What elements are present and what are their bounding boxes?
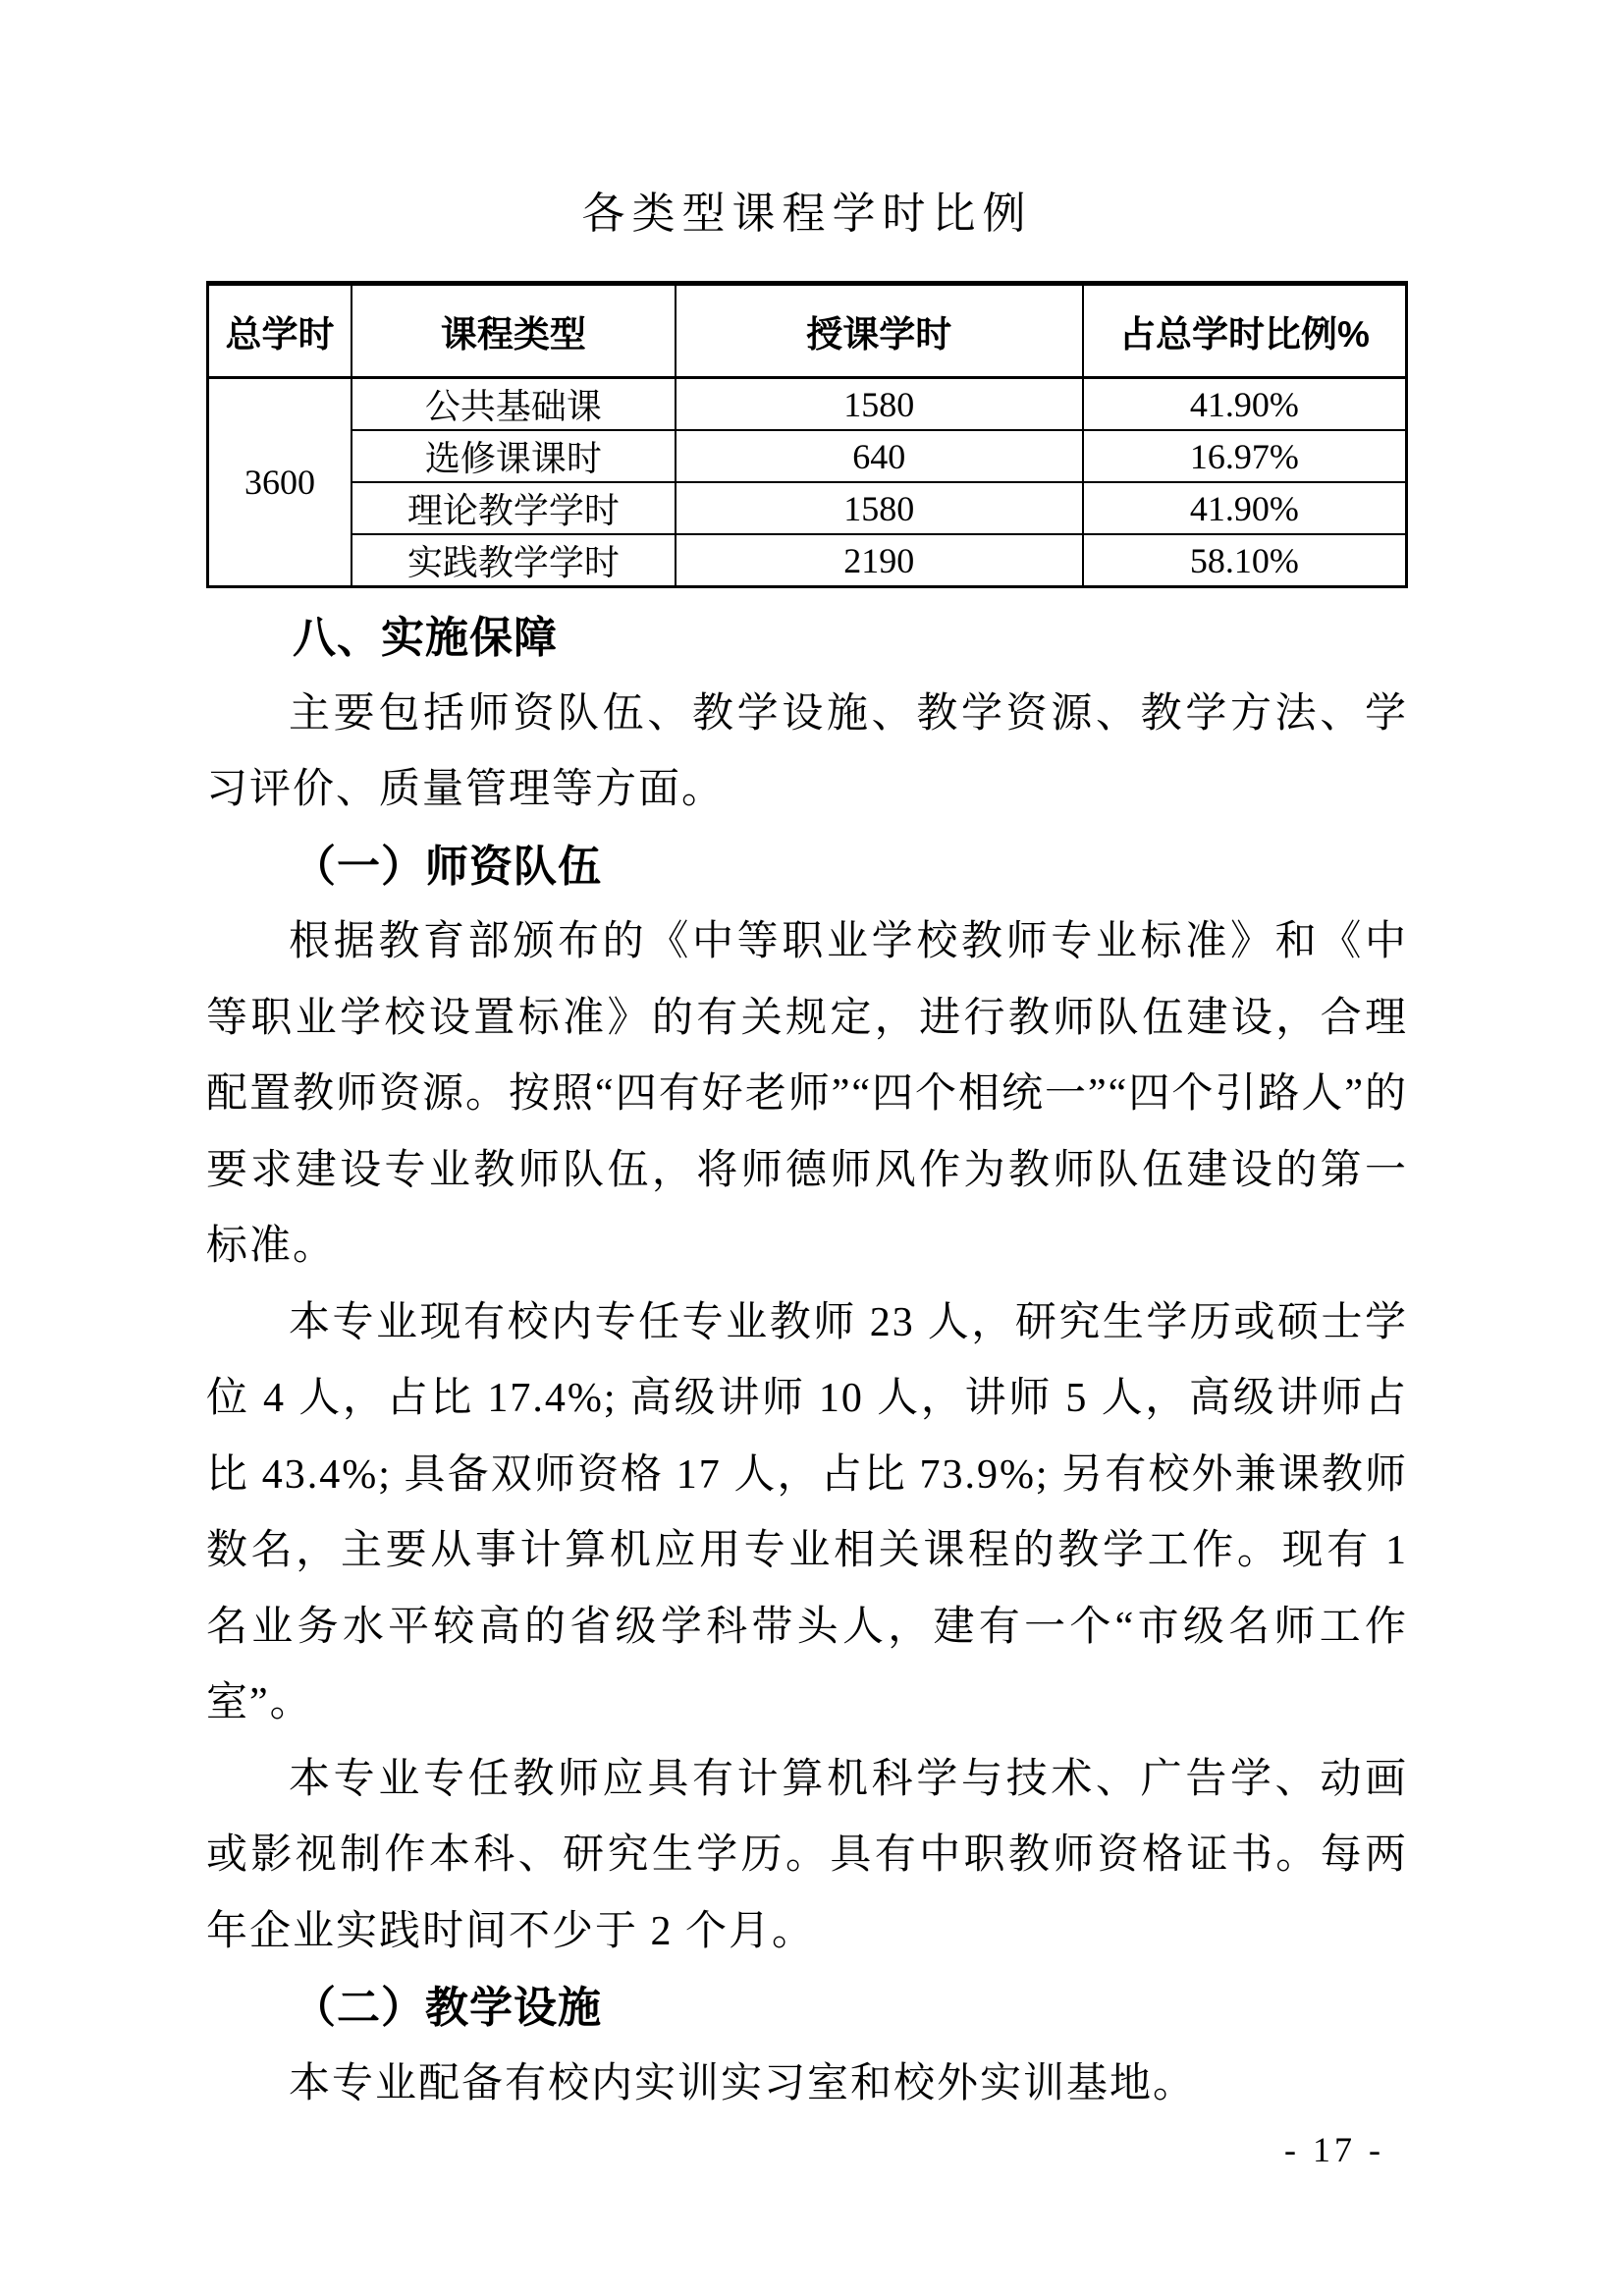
ratio-cell: 41.90% [1083,378,1407,431]
page-content [206,179,1408,2122]
paragraph-faculty-standards: 根据教育部颁布的《中等职业学校教师专业标准》和《中等职业学校设置标准》的有关规定，进行教师队伍建设，合理配置教师资源。按照“四有好老师”“四个相统一”“四个引路人”的要求建设专业教师队伍，将师德师风作为教师队伍建设的第一标准。 [206,919,1408,1269]
paragraph-faculty-requirements: 本专业专任教师应具有计算机科学与技术、广告学、动画或影视制作本科、研究生学历。具有中职教师资格证书。每两年企业实践时间不少于 2 个月。 [206,1756,1408,1954]
page-number: - 17 - [1284,2130,1384,2169]
course-type-cell: 公共基础课 [352,378,676,431]
subsection-heading-faculty: （一）师资队伍 [293,842,602,891]
paragraph-overview: 主要包括师资队伍、教学设施、教学资源、教学方法、学习评价、质量管理等方面。 [206,690,1408,812]
course-type-cell: 选修课课时 [352,430,676,482]
table-row [208,378,1407,431]
paragraph-faculty-stats: 本专业现有校内专任专业教师 23 人，研究生学历或硕士学位 4 人，占比 17.4%; 高级讲师 10 人，讲师 5 人，高级讲师占比 43.4%; 具备双师资格 17 人，占比 73.9%; 另有校外兼课教师数名，主要从事计算机应用专业相关课程的教学工作。现有 1 名业务水平较高的省级学科带头人，建有一个“市级名师工作室”。 [206,1299,1408,1725]
header-ratio: 占总学时比例% [1083,284,1407,378]
table-header-row [208,284,1407,378]
header-total-hours: 总学时 [208,284,352,378]
course-hours-table [206,281,1408,588]
course-type-cell: 实践教学学时 [352,534,676,587]
table-row [208,534,1407,587]
ratio-cell: 16.97% [1083,430,1407,482]
total-hours-cell: 3600 [208,378,352,587]
subsection-heading-facilities: （二）教学设施 [293,1984,602,2032]
table-title: 各类型课程学时比例 [581,190,1033,238]
hours-cell: 640 [676,430,1083,482]
document-body [206,600,1408,2122]
hours-cell: 1580 [676,378,1083,431]
header-course-type: 课程类型 [352,284,676,378]
course-type-cell: 理论教学学时 [352,482,676,534]
table-row [208,482,1407,534]
hours-cell: 2190 [676,534,1083,587]
header-teaching-hours: 授课学时 [676,284,1083,378]
ratio-cell: 58.10% [1083,534,1407,587]
paragraph-facilities: 本专业配备有校内实训实习室和校外实训基地。 [289,2060,1197,2106]
hours-cell: 1580 [676,482,1083,534]
table-row [208,430,1407,482]
ratio-cell: 41.90% [1083,482,1407,534]
section-heading-implementation: 八、实施保障 [293,614,558,662]
